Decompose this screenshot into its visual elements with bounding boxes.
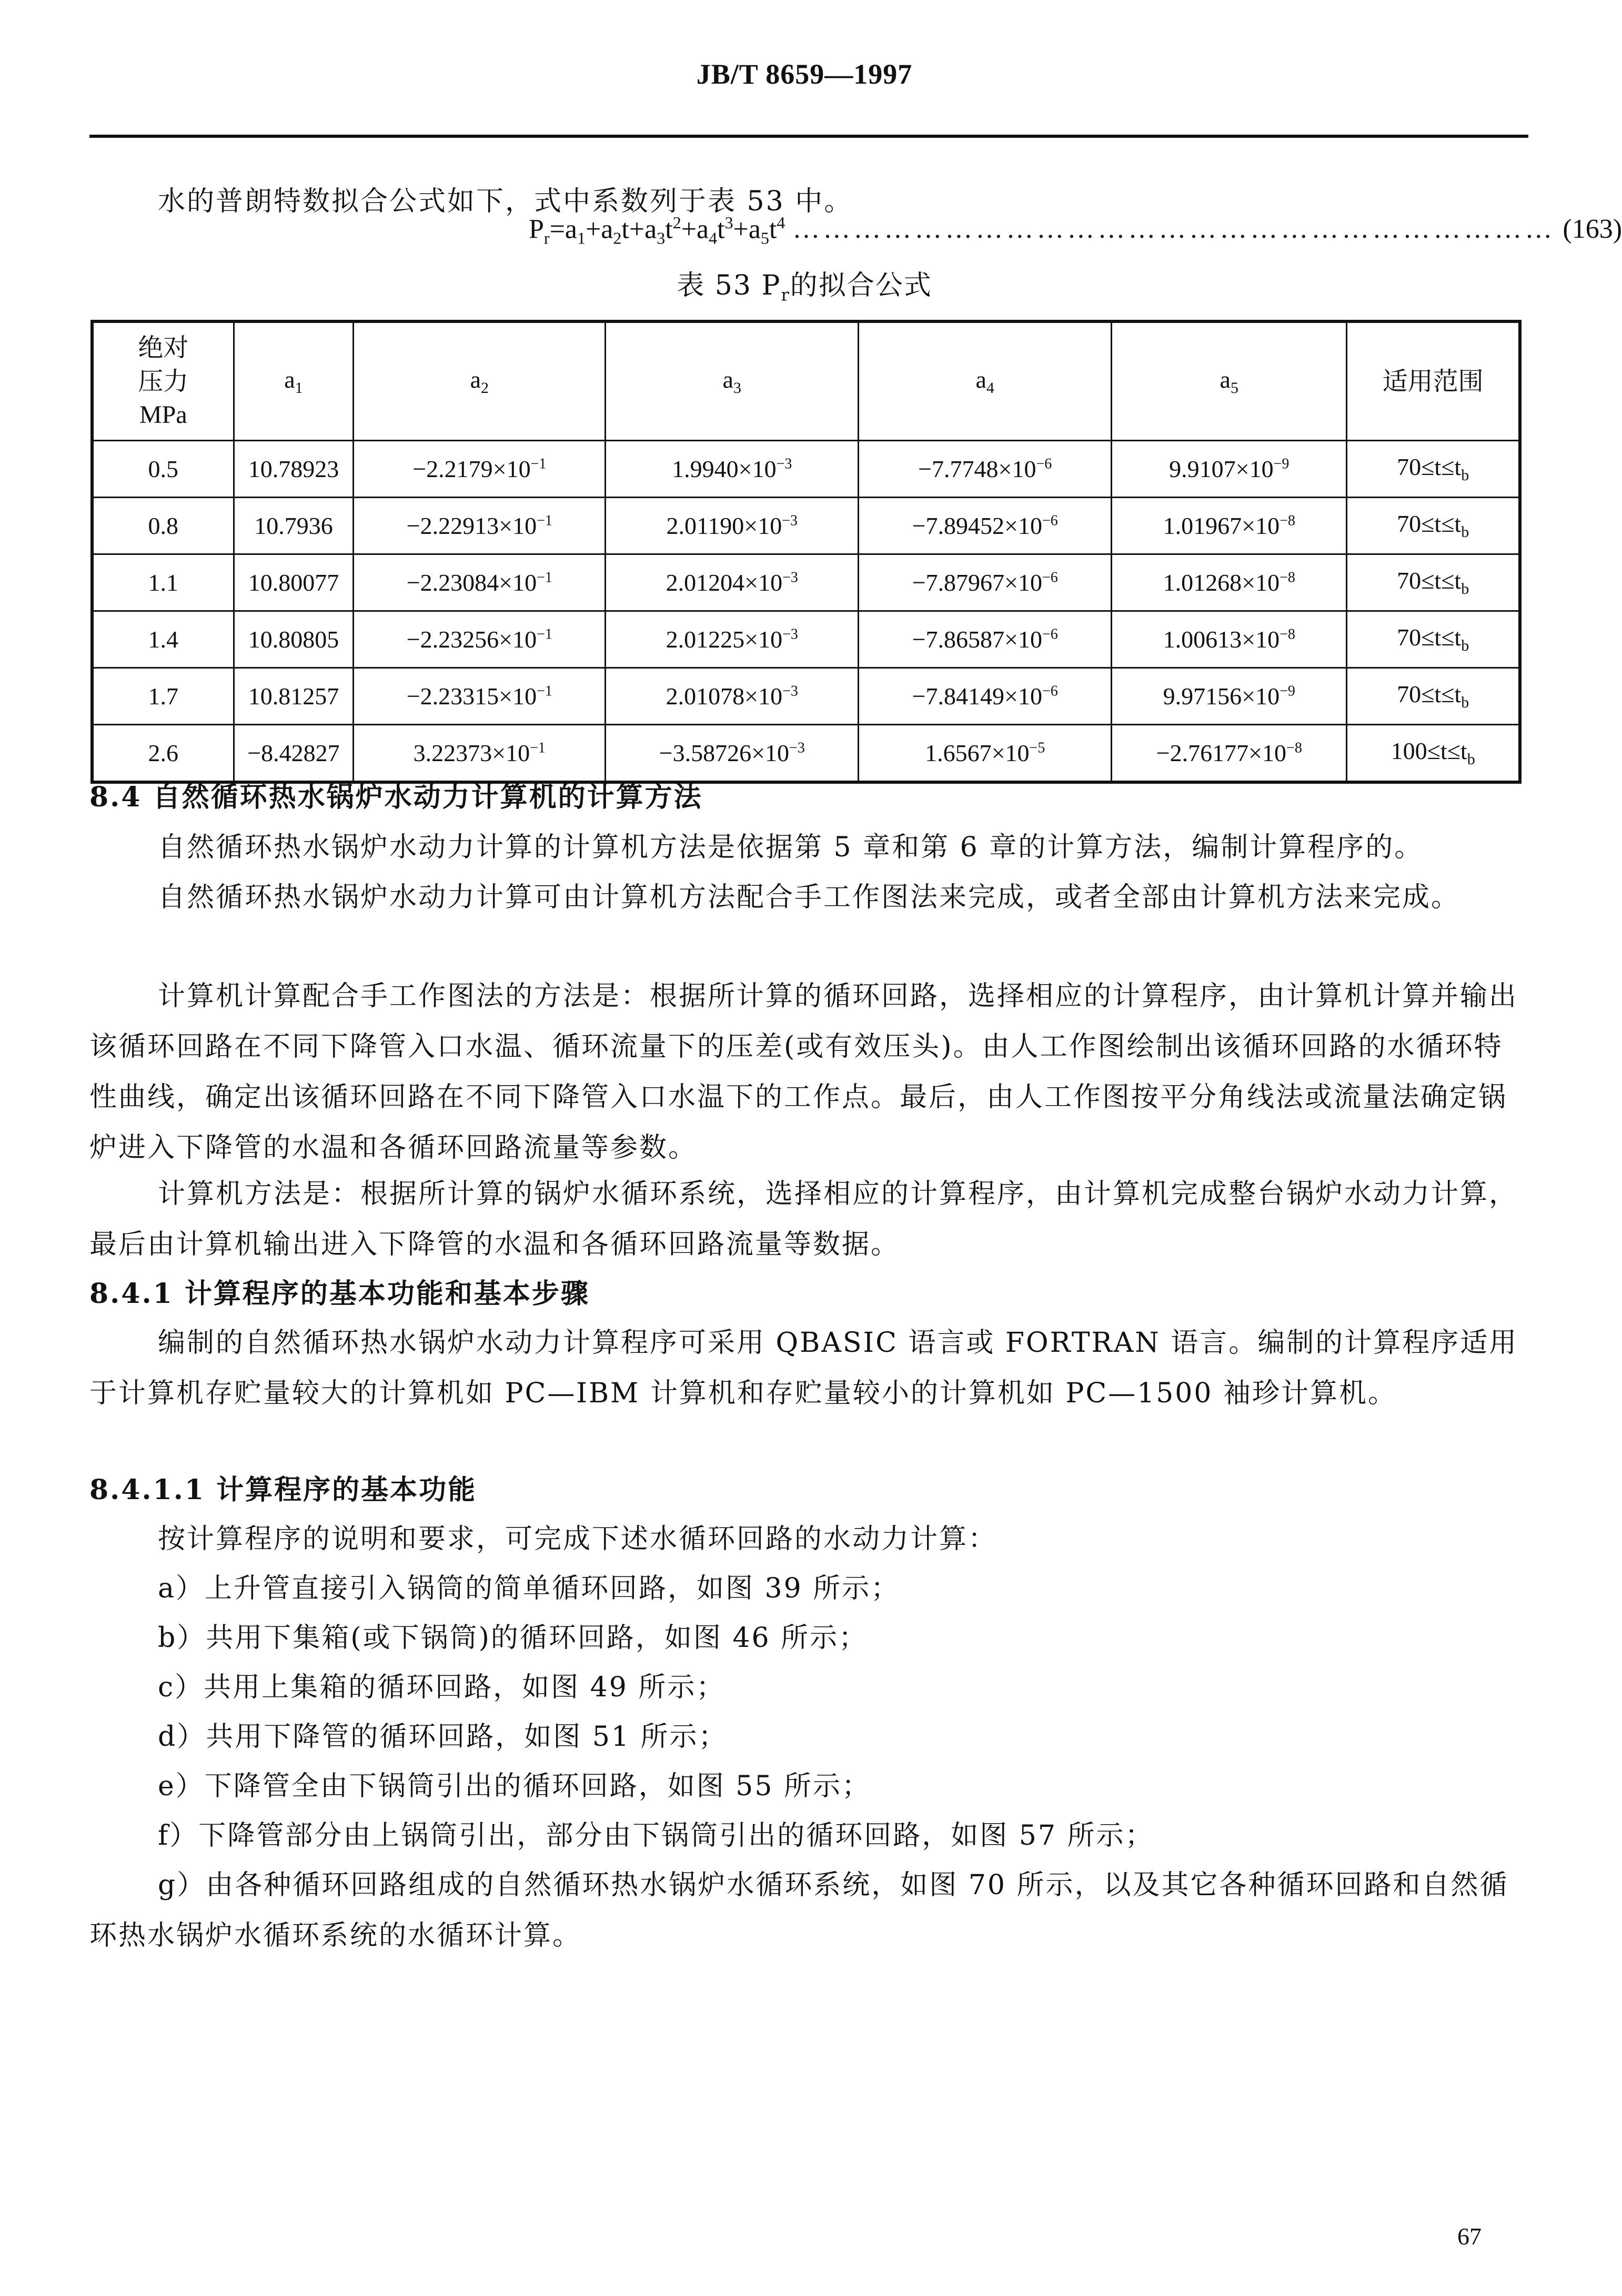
a1-value: 10.78923 — [248, 456, 339, 482]
range-expression: 70≤t≤t — [1397, 453, 1462, 481]
range-subscript: b — [1461, 467, 1469, 484]
a2-mantissa: −2.23084×10 — [406, 569, 537, 596]
formula-term-5-var: t — [769, 214, 777, 245]
range-expression: 70≤t≤t — [1397, 567, 1462, 594]
cell-pressure — [92, 441, 234, 498]
cell-a4 — [859, 668, 1112, 725]
table-caption-suffix: 的拟合公式 — [790, 270, 932, 301]
list-item: f）下降管部分由上锅筒引出，部分由下锅筒引出的循环回路，如图 57 所示； — [158, 1820, 1154, 1852]
section-8-4-1-1-heading: 8.4.1.1 计算程序的基本功能 — [89, 1474, 477, 1506]
section-8-4-paragraph-4: 计算机方法是：根据所计算的锅炉水循环系统，选择相应的计算程序，由计算机完成整台锅炉水动力计算，最后由计算机输出进入下降管的水温和各循环回路流量等数据。 — [89, 1178, 1518, 1260]
cell-a3 — [606, 611, 859, 668]
formula-term-2: +a — [585, 214, 613, 245]
table-row — [92, 611, 1520, 668]
a3-exponent: −3 — [782, 569, 798, 586]
a1-value: 10.80805 — [248, 626, 339, 653]
cell-range — [1347, 668, 1520, 725]
range-subscript: b — [1461, 580, 1469, 598]
range-subscript: b — [1461, 637, 1469, 655]
formula-term-4-var: t — [717, 214, 725, 245]
header-a3-sub: 3 — [733, 379, 741, 397]
header-a2 — [354, 321, 606, 441]
cell-a2 — [354, 554, 606, 611]
a5-exponent: −9 — [1280, 683, 1295, 700]
formula-term-3: +a — [629, 214, 657, 245]
a3-exponent: −3 — [782, 626, 798, 643]
table-row — [92, 668, 1520, 725]
a3-mantissa: −3.58726×10 — [659, 740, 790, 766]
cell-pressure — [92, 611, 234, 668]
cell-pressure — [92, 554, 234, 611]
page-number: 67 — [1457, 2223, 1482, 2250]
a2-exponent: −1 — [537, 569, 552, 586]
a3-exponent: −3 — [782, 683, 798, 700]
header-a2-sub: 2 — [481, 379, 489, 397]
a4-mantissa: −7.89452×10 — [912, 512, 1042, 539]
section-8-4-heading: 8.4 自然循环热水锅炉水动力计算机的计算方法 — [89, 781, 703, 813]
formula-term-1-sub: 1 — [577, 228, 586, 248]
header-pressure-line1: 绝对 — [138, 333, 189, 362]
a5-exponent: −8 — [1280, 569, 1295, 586]
cell-a3 — [606, 668, 859, 725]
formula-term-4-sup: 3 — [724, 213, 733, 232]
formula-term-5-sup: 4 — [777, 213, 785, 232]
cell-a2 — [354, 441, 606, 498]
a3-exponent: −3 — [776, 456, 792, 472]
formula-term-1: =a — [549, 214, 577, 245]
cell-a5 — [1112, 554, 1347, 611]
cell-a1 — [234, 554, 354, 611]
table-caption-sub: r — [781, 285, 790, 305]
formula-lhs-sub: r — [543, 228, 550, 248]
pressure-value: 1.1 — [148, 569, 179, 596]
formula-lhs: P — [529, 214, 544, 245]
pressure-value: 1.7 — [148, 683, 179, 710]
header-a2-symbol: a — [470, 366, 481, 393]
cell-range — [1347, 554, 1520, 611]
cell-a5 — [1112, 441, 1347, 498]
cell-a2 — [354, 611, 606, 668]
table-row — [92, 498, 1520, 554]
list-item: a）上升管直接引入锅筒的简单循环回路，如图 39 所示； — [158, 1573, 900, 1604]
a4-mantissa: 1.6567×10 — [925, 740, 1030, 766]
a4-mantissa: −7.86587×10 — [912, 626, 1042, 653]
a3-mantissa: 2.01190×10 — [666, 512, 782, 539]
a5-mantissa: −2.76177×10 — [1156, 740, 1287, 766]
formula-term-3-var: t — [665, 214, 673, 245]
cell-a3 — [606, 554, 859, 611]
a5-mantissa: 9.9107×10 — [1169, 456, 1274, 482]
formula-term-5: +a — [733, 214, 761, 245]
cell-a2 — [354, 668, 606, 725]
cell-range — [1347, 611, 1520, 668]
a4-exponent: −5 — [1029, 740, 1045, 756]
cell-a5 — [1112, 498, 1347, 554]
a4-exponent: −6 — [1042, 512, 1058, 529]
a3-mantissa: 2.01225×10 — [666, 626, 783, 653]
a4-exponent: −6 — [1036, 456, 1052, 472]
section-8-4-1-1-intro: 按计算程序的说明和要求，可完成下述水循环回路的水动力计算： — [158, 1523, 998, 1555]
cell-range — [1347, 441, 1520, 498]
table-caption — [0, 263, 1609, 305]
header-a5-sub: 5 — [1230, 379, 1238, 397]
list-item: g）由各种循环回路组成的自然循环热水锅炉水循环系统，如图 70 所示，以及其它各种循环回路和自然循环热水锅炉水循环系统的水循环计算。 — [89, 1869, 1509, 1951]
header-pressure-unit: MPa — [139, 401, 187, 429]
list-item: e）下降管全由下锅筒引出的循环回路，如图 55 所示； — [158, 1771, 871, 1802]
a2-mantissa: −2.23256×10 — [406, 626, 537, 653]
a2-exponent: −1 — [530, 456, 547, 472]
header-a1-sub: 1 — [295, 379, 303, 397]
a2-exponent: −1 — [537, 683, 552, 700]
header-a5 — [1112, 321, 1347, 441]
pressure-value: 0.8 — [148, 512, 179, 539]
range-subscript: b — [1461, 694, 1469, 712]
header-a1-symbol: a — [284, 366, 295, 393]
cell-a5 — [1112, 611, 1347, 668]
cell-a4 — [859, 611, 1112, 668]
formula-term-3-sub: 3 — [657, 228, 666, 248]
range-expression: 70≤t≤t — [1397, 681, 1462, 708]
section-8-4-paragraph-3: 计算机计算配合手工作图法的方法是：根据所计算的循环回路，选择相应的计算程序，由计算机计算并输出该循环回路在不同下降管入口水温、循环流量下的压差(或有效压头)。由人工作图绘制出该循环回路的水循环特性曲线，确定出该循环回路在不同下降管入口水温下的工作点。最后，由人工作图按平分角线法或流量法确定锅炉进入下降管的水温和各循环回路流量等参数。 — [89, 980, 1518, 1164]
range-expression: 100≤t≤t — [1391, 737, 1467, 765]
cell-a2 — [354, 498, 606, 554]
cell-a3 — [606, 498, 859, 554]
section-8-4-paragraph-1: 自然循环热水锅炉水动力计算的计算机方法是依据第 5 章和第 6 章的计算方法，编制计算程序的。 — [158, 832, 1424, 863]
cell-range — [1347, 498, 1520, 554]
a3-exponent: −3 — [789, 740, 805, 756]
prandtl-coefficient-table — [90, 320, 1522, 784]
a1-value: 10.7936 — [254, 512, 333, 539]
cell-a5 — [1112, 668, 1347, 725]
table-caption-prefix: 表 53 P — [677, 270, 781, 301]
a5-exponent: −9 — [1273, 456, 1289, 472]
a2-exponent: −1 — [537, 512, 552, 529]
header-a4 — [859, 321, 1112, 441]
a2-exponent: −1 — [530, 740, 546, 756]
formula-number: (163) — [1563, 214, 1622, 245]
a1-value: 10.80077 — [248, 569, 339, 596]
section-8-4-1-paragraph-1: 编制的自然循环热水锅炉水动力计算程序可采用 QBASIC 语言或 FORTRAN 语言。编制的计算程序适用于计算机存贮量较大的计算机如 PC—IBM 计算机和存贮量较小的计算机如 PC—1500 袖珍计算机。 — [89, 1327, 1518, 1409]
header-a5-symbol: a — [1220, 366, 1231, 393]
standard-code-header: JB/T 8659—1997 — [696, 58, 913, 90]
prandtl-formula — [529, 213, 1622, 248]
cell-pressure — [92, 668, 234, 725]
formula-term-2-var: t — [621, 214, 629, 245]
table-row — [92, 441, 1520, 498]
a5-exponent: −8 — [1280, 512, 1295, 529]
pressure-value: 0.5 — [148, 456, 179, 482]
formula-term-2-sub: 2 — [613, 228, 622, 248]
range-subscript: b — [1467, 751, 1475, 768]
a2-mantissa: 3.22373×10 — [413, 740, 530, 766]
formula-expression — [529, 213, 785, 248]
a4-exponent: −6 — [1042, 569, 1058, 586]
cell-a1 — [234, 611, 354, 668]
a5-mantissa: 9.97156×10 — [1163, 683, 1280, 710]
formula-term-4-sub: 4 — [709, 228, 718, 248]
header-pressure — [92, 321, 234, 441]
a4-exponent: −6 — [1042, 683, 1058, 700]
formula-term-4: +a — [681, 214, 709, 245]
table-header-row — [92, 321, 1520, 441]
header-rule — [89, 135, 1528, 138]
cell-a4 — [859, 554, 1112, 611]
list-item: c）共用上集箱的循环回路，如图 49 所示； — [158, 1672, 726, 1703]
cell-a4 — [859, 441, 1112, 498]
a3-mantissa: 2.01078×10 — [666, 683, 783, 710]
cell-a1 — [234, 668, 354, 725]
range-expression: 70≤t≤t — [1397, 624, 1462, 651]
a5-mantissa: 1.01268×10 — [1163, 569, 1280, 596]
a2-mantissa: −2.23315×10 — [406, 683, 537, 710]
header-a4-symbol: a — [975, 366, 986, 393]
pressure-value: 1.4 — [148, 626, 179, 653]
header-a3-symbol: a — [722, 366, 733, 393]
a3-mantissa: 2.01204×10 — [666, 569, 783, 596]
a5-mantissa: 1.01967×10 — [1163, 512, 1280, 539]
cell-a1 — [234, 441, 354, 498]
a2-mantissa: −2.22913×10 — [406, 512, 537, 539]
a2-exponent: −1 — [537, 626, 552, 643]
list-item: d）共用下降管的循环回路，如图 51 所示； — [158, 1721, 728, 1753]
a3-mantissa: 1.9940×10 — [672, 456, 777, 482]
list-item: b）共用下集箱(或下锅筒)的循环回路，如图 46 所示； — [158, 1622, 868, 1654]
table-row — [92, 554, 1520, 611]
header-pressure-line2: 压力 — [138, 367, 189, 396]
a2-mantissa: −2.2179×10 — [412, 456, 531, 482]
cell-a3 — [606, 441, 859, 498]
a5-exponent: −8 — [1280, 626, 1295, 643]
header-a3 — [606, 321, 859, 441]
header-range: 适用范围 — [1347, 321, 1520, 441]
a3-exponent: −3 — [782, 512, 798, 529]
a4-mantissa: −7.7748×10 — [918, 456, 1036, 482]
formula-leader-dots: ………………………………………………………………… — [792, 214, 1556, 245]
header-a1 — [234, 321, 354, 441]
a4-exponent: −6 — [1042, 626, 1058, 643]
cell-pressure — [92, 498, 234, 554]
a5-mantissa: 1.00613×10 — [1163, 626, 1280, 653]
range-subscript: b — [1461, 523, 1469, 541]
cell-a4 — [859, 498, 1112, 554]
intro-text: 水的普朗特数拟合公式如下，式中系数列于表 53 中。 — [158, 186, 853, 217]
a1-value: 10.81257 — [248, 683, 339, 710]
range-expression: 70≤t≤t — [1397, 510, 1462, 538]
a1-value: −8.42827 — [247, 740, 340, 766]
pressure-value: 2.6 — [148, 740, 179, 766]
cell-a1 — [234, 498, 354, 554]
header-a4-sub: 4 — [986, 379, 994, 397]
a4-mantissa: −7.84149×10 — [912, 683, 1042, 710]
formula-term-3-sup: 2 — [672, 213, 681, 232]
section-8-4-1-heading: 8.4.1 计算程序的基本功能和基本步骤 — [89, 1278, 590, 1310]
a5-exponent: −8 — [1286, 740, 1302, 756]
section-8-4-paragraph-2: 自然循环热水锅炉水动力计算可由计算机方法配合手工作图法来完成，或者全部由计算机方法来完成。 — [158, 882, 1460, 913]
formula-term-5-sub: 5 — [760, 228, 769, 248]
a4-mantissa: −7.87967×10 — [912, 569, 1042, 596]
